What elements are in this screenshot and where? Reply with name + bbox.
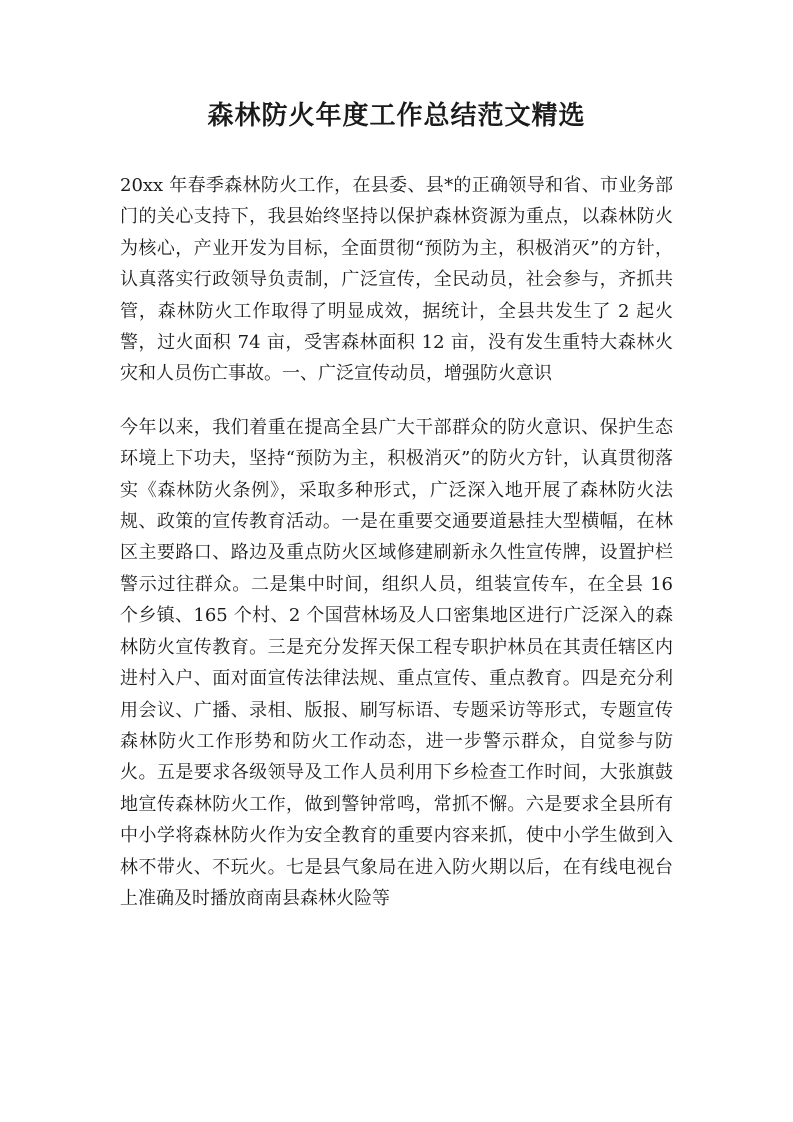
document-page [120,92,673,936]
document-title: 森林防火年度工作总结范文精选 [207,101,586,131]
body-paragraph-2: 今年以来，我们着重在提高全县广大干部群众的防火意识、保护生态环境上下功夫，坚持“预防为主，积极消灭”的防火方针，认真贯彻落实《森林防火条例》，采取多种形式，广泛深入地开展了森林防火法规、政策的宣传教育活动。一是在重要交通要道悬挂大型横幅，在林区主要路口、路边及重点防火区域修建刷新永久性宣传牌，设置护栏警示过往群众。二是集中时间，组织人员，组装宣传车，在全县 16 个乡镇、165 个村、2 个国营林场及人口密集地区进行广泛深入的森林防火宣传教育。三是充分发挥天保工程专职护林员在其责任辖区内进村入户、面对面宣传法律法规、重点宣传、重点教育。四是充分利用会议、广播、录相、版报、刷写标语、专题采访等形式，专题宣传森林防火工作形势和防火工作动态，进一步警示群众，自觉参与防火。五是要求各级领导及工作人员利用下乡检查工作时间，大张旗鼓地宣传森林防火工作，做到警钟常鸣，常抓不懈。六是要求全县所有中小学将森林防火作为安全教育的重要内容来抓，使中小学生做到入林不带火、不玩火。七是县气象局在进入防火期以后，在有线电视台上准确及时播放商南县森林火险等 [120,416,673,909]
body-paragraph-1: 20xx 年春季森林防火工作，在县委、县*的正确领导和省、市业务部门的关心支持下，我县始终坚持以保护森林资源为重点，以森林防火为核心，产业开发为目标，全面贯彻“预防为主，积极消灭”的方针，认真落实行政领导负责制，广泛宣传，全民动员，社会参与，齐抓共管，森林防火工作取得了明显成效，据统计，全县共发生了 2 起火警，过火面积 74 亩，受害森林面积 12 亩，没有发生重特大森林火灾和人员伤亡事故。一、广泛宣传动员，增强防火意识 [120,175,673,385]
